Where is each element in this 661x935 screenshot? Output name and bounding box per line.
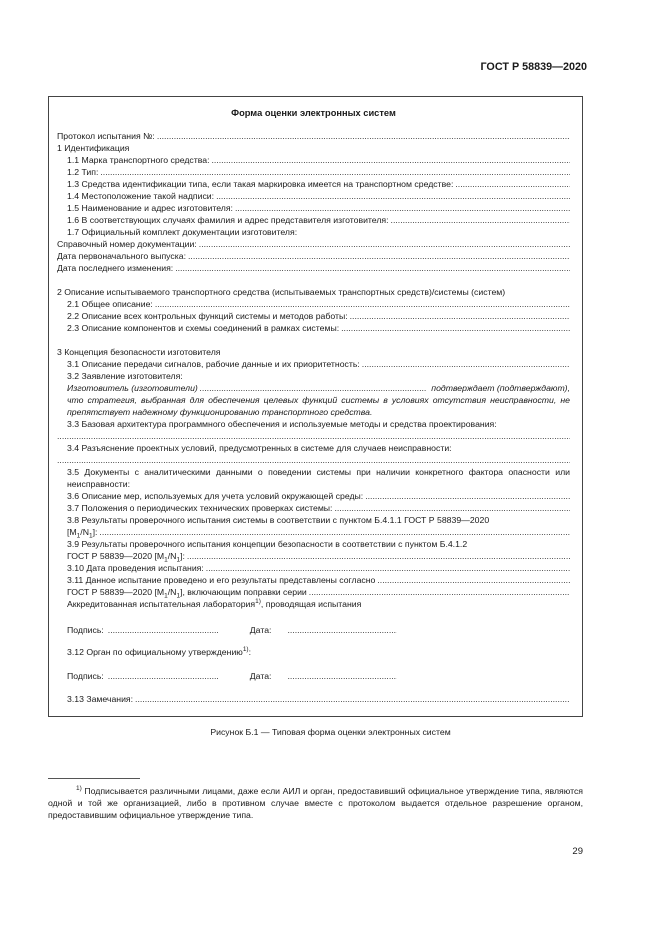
section-2-heading: 2 Описание испытываемого транспортного средства (испытываемых транспортных средств)/системы (систем) — [57, 287, 506, 297]
field-1-3: 1.3 Средства идентификации типа, если такая маркировка имеется на транспортном средстве: ..... — [67, 178, 570, 190]
field-first-issue: Дата первоначального выпуска: ..... — [57, 250, 570, 262]
footnote-divider — [48, 778, 140, 779]
field-3-1: 3.1 Описание передачи сигналов, рабочие данные и их приоритетность: ..... — [67, 358, 570, 370]
field-1-4: 1.4 Местоположение такой надписи: ..... — [67, 190, 570, 202]
field-3-5: 3.5 Документы с аналитическими данными о поведении системы при наличии конкретного фактора опасности или неисправности: — [67, 467, 570, 489]
field-3-12: 3.12 Орган по официальному утверждению$^{1)}$: — [67, 646, 252, 657]
signature-row-1: Подпись: ..... Дата: ..... — [67, 624, 570, 636]
section-3-heading: 3 Концепция безопасности изготовителя — [57, 347, 221, 357]
field-1-6: 1.6 В соответствующих случаях фамилия и адрес представителя изготовителя: ..... — [67, 214, 570, 226]
field-3-9-cont: ГОСТ Р 58839—2020 $[M_1/N_1]$: ..... — [67, 550, 570, 562]
field-3-3: 3.3 Базовая архитектура программного обеспечения и используемые методы и средства проектирования: — [67, 419, 497, 429]
form-title: Форма оценки электронных систем — [231, 108, 396, 118]
manufacturer-statement-text: что стратегия, выбранная для обеспечения целевых функций системы в условиях отсутствия неисправности, не препятствует надежному функционированию транспортного средства. — [67, 395, 570, 417]
accredited-lab-line: Аккредитованная испытательная лаборатория$^{1)}$, проводящая испытания — [67, 598, 362, 609]
manufacturer-statement-line: Изготовитель (изготовители) ..... подтверждает (подтверждают), — [67, 382, 570, 394]
field-3-11: 3.11 Данное испытание проведено и его результаты представлены согласно ..... — [67, 574, 570, 586]
footnote: $^{1)}$ Подписывается различными лицами, даже если АИЛ и орган, предоставивший официальное утверждение типа, являются одной и той же организацией, либо в противном случае вместе с протоколом выдается отдельное разрешение органом, предоставившим официальное утверждение типа. — [48, 785, 583, 820]
field-3-10: 3.10 Дата проведения испытания: ..... — [67, 562, 570, 574]
page-number: 29 — [572, 846, 583, 857]
field-3-6: 3.6 Описание мер, используемых для учета условий окружающей среды: ..... — [67, 490, 570, 502]
field-2-2: 2.2 Описание всех контрольных функций системы и методов работы: ..... — [67, 310, 570, 322]
protocol-line: Протокол испытания №: ..... — [57, 130, 570, 142]
form-frame — [48, 96, 583, 717]
field-3-4: 3.4 Разъяснение проектных условий, предусмотренных в системе для случаев неисправности: — [67, 443, 452, 453]
field-3-11-cont: ГОСТ Р 58839—2020 $[M_1/N_1]$, включающим поправки серии ..... — [67, 586, 570, 598]
field-ref-doc: Справочный номер документации: ..... — [57, 238, 570, 250]
field-1-7: 1.7 Официальный комплект документации изготовителя: — [67, 227, 298, 237]
field-2-1: 2.1 Общее описание: ..... — [67, 298, 570, 310]
field-3-8-cont: $[M_1/N_1]$: ..... — [67, 526, 570, 538]
field-3-9: 3.9 Результаты проверочного испытания концепции безопасности в соответствии с пунктом Б.4.1.2 — [67, 539, 468, 549]
signature-row-2: Подпись: ..... Дата: ..... — [67, 670, 570, 682]
field-3-4-dots — [57, 454, 570, 466]
field-3-13: 3.13 Замечания: ..... — [67, 693, 570, 705]
field-last-change: Дата последнего изменения: ..... — [57, 262, 570, 274]
figure-caption: Рисунок Б.1 — Типовая форма оценки электронных систем — [210, 727, 451, 737]
document-header: ГОСТ Р 58839—2020 — [480, 61, 587, 73]
section-1-heading: 1 Идентификация — [57, 143, 130, 153]
field-3-7: 3.7 Положения о периодических технических проверках системы: ..... — [67, 502, 570, 514]
field-1-5: 1.5 Наименование и адрес изготовителя: ..... — [67, 202, 570, 214]
field-3-2: 3.2 Заявление изготовителя: — [67, 371, 183, 381]
field-3-8: 3.8 Результаты проверочного испытания системы в соответствии с пунктом Б.4.1.1 ГОСТ Р 58839—2020 — [67, 515, 490, 525]
field-1-2: 1.2 Тип: ..... — [67, 166, 570, 178]
field-3-3-dots — [57, 430, 570, 442]
field-1-1: 1.1 Марка транспортного средства: ..... — [67, 154, 570, 166]
field-2-3: 2.3 Описание компонентов и схемы соединений в рамках системы: ..... — [67, 322, 570, 334]
